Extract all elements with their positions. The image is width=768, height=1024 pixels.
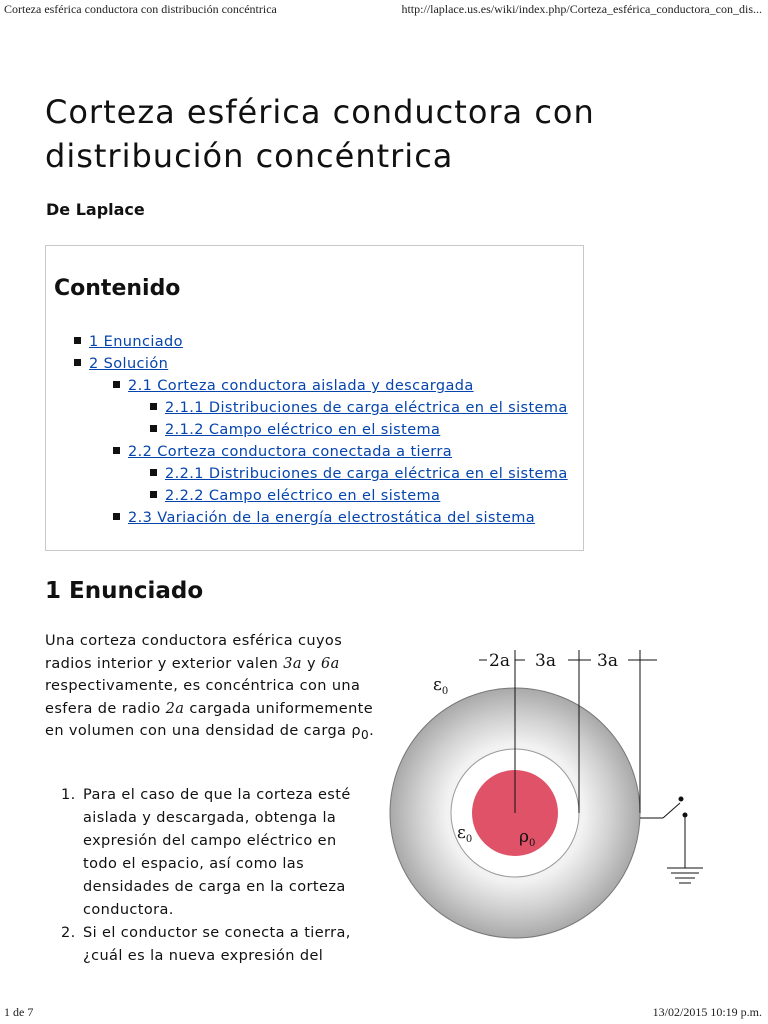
- toc-link-2-2-1[interactable]: 2.2.1 Distribuciones de carga eléctrica en el sistema: [165, 466, 568, 482]
- eps-outer-symbol: ε: [433, 675, 442, 695]
- bullet-icon: [74, 337, 81, 344]
- math-rho: ρ: [351, 723, 361, 739]
- list-text: Si el conductor se conecta a tierra, ¿cuál es la nueva expresión del: [83, 925, 351, 964]
- eps-outer-label: [433, 675, 448, 697]
- dim-label-2a: 2a: [489, 651, 510, 671]
- toc-item: [113, 376, 474, 396]
- question-list: [45, 784, 375, 968]
- toc-item: [113, 442, 452, 462]
- ground-switch-icon: [640, 797, 703, 883]
- toc-item: [150, 420, 440, 440]
- para-text: .: [369, 723, 375, 739]
- rho-sub: 0: [529, 838, 536, 849]
- math-rho-sub: 0: [360, 727, 370, 742]
- toc-item: [150, 486, 440, 506]
- para-text: respectivamente, es concéntrica con una esfera de radio: [45, 678, 361, 717]
- bullet-icon: [150, 491, 157, 498]
- para-text: Una corteza conductora esférica cuyos radios interior y exterior valen: [45, 633, 343, 672]
- list-number: 2.: [61, 925, 76, 941]
- eps-outer-sub: 0: [441, 686, 449, 697]
- table-of-contents: [45, 245, 584, 551]
- toc-link-enunciado[interactable]: 1 Enunciado: [89, 334, 183, 350]
- dim-label-3a-outer: 3a: [597, 651, 618, 671]
- math-3a: 3a: [283, 655, 302, 672]
- list-item: [45, 784, 375, 922]
- list-item: [45, 922, 375, 968]
- toc-link-2-3[interactable]: 2.3 Variación de la energía electrostática del sistema: [128, 510, 536, 526]
- sphere-diagram: [375, 628, 715, 958]
- toc-item: [150, 464, 568, 484]
- print-timestamp: 13/02/2015 10:19 p.m.: [652, 1005, 762, 1019]
- toc-link-2-2[interactable]: 2.2 Corteza conductora conectada a tierra: [128, 444, 453, 460]
- toc-link-solucion[interactable]: 2 Solución: [89, 356, 169, 372]
- sphere-figure: [375, 628, 715, 958]
- bullet-icon: [113, 381, 120, 388]
- toc-link-2-1[interactable]: 2.1 Corteza conductora aislada y descargada: [128, 378, 474, 394]
- toc-title: Contenido: [54, 276, 181, 301]
- bullet-icon: [150, 469, 157, 476]
- section-title-enunciado: 1 Enunciado: [45, 578, 204, 604]
- toc-link-2-1-2[interactable]: 2.1.2 Campo eléctrico en el sistema: [165, 422, 441, 438]
- toc-item: [150, 398, 568, 418]
- page-counter: 1 de 7: [4, 1005, 34, 1019]
- problem-statement: [45, 630, 375, 746]
- browser-tab-title: Corteza esférica conductora con distribución concéntrica: [4, 2, 277, 16]
- list-text: Para el caso de que la corteza esté aislada y descargada, obtenga la expresión del campo eléctrico en todo el espacio, así como las densidades de carga en la corteza conductora.: [83, 787, 351, 918]
- math-6a: 6a: [320, 655, 340, 672]
- toc-link-2-1-1[interactable]: 2.1.1 Distribuciones de carga eléctrica en el sistema: [165, 400, 568, 416]
- toc-item: [74, 354, 168, 374]
- bullet-icon: [150, 425, 157, 432]
- eps-inner-sub: 0: [465, 834, 473, 845]
- bullet-icon: [150, 403, 157, 410]
- bullet-icon: [74, 359, 81, 366]
- toc-link-2-2-2[interactable]: 2.2.2 Campo eléctrico en el sistema: [165, 488, 441, 504]
- list-number: 1.: [61, 787, 76, 803]
- bullet-icon: [113, 513, 120, 520]
- para-text: y: [301, 655, 321, 672]
- para-text: cargada uniformemente en volumen con una densidad de carga: [45, 700, 374, 739]
- rho-symbol: ρ: [519, 827, 529, 847]
- browser-url: http://laplace.us.es/wiki/index.php/Corteza_esférica_conductora_con_dis...: [401, 2, 762, 16]
- page-subtitle: De Laplace: [46, 200, 145, 219]
- toc-item: [113, 508, 535, 528]
- bullet-icon: [113, 447, 120, 454]
- page-title: Corteza esférica conductora con distribución concéntrica: [45, 93, 595, 175]
- dim-label-3a-inner: 3a: [535, 651, 556, 671]
- toc-item: [74, 332, 183, 352]
- eps-inner-symbol: ε: [457, 823, 466, 843]
- math-2a: 2a: [165, 700, 185, 717]
